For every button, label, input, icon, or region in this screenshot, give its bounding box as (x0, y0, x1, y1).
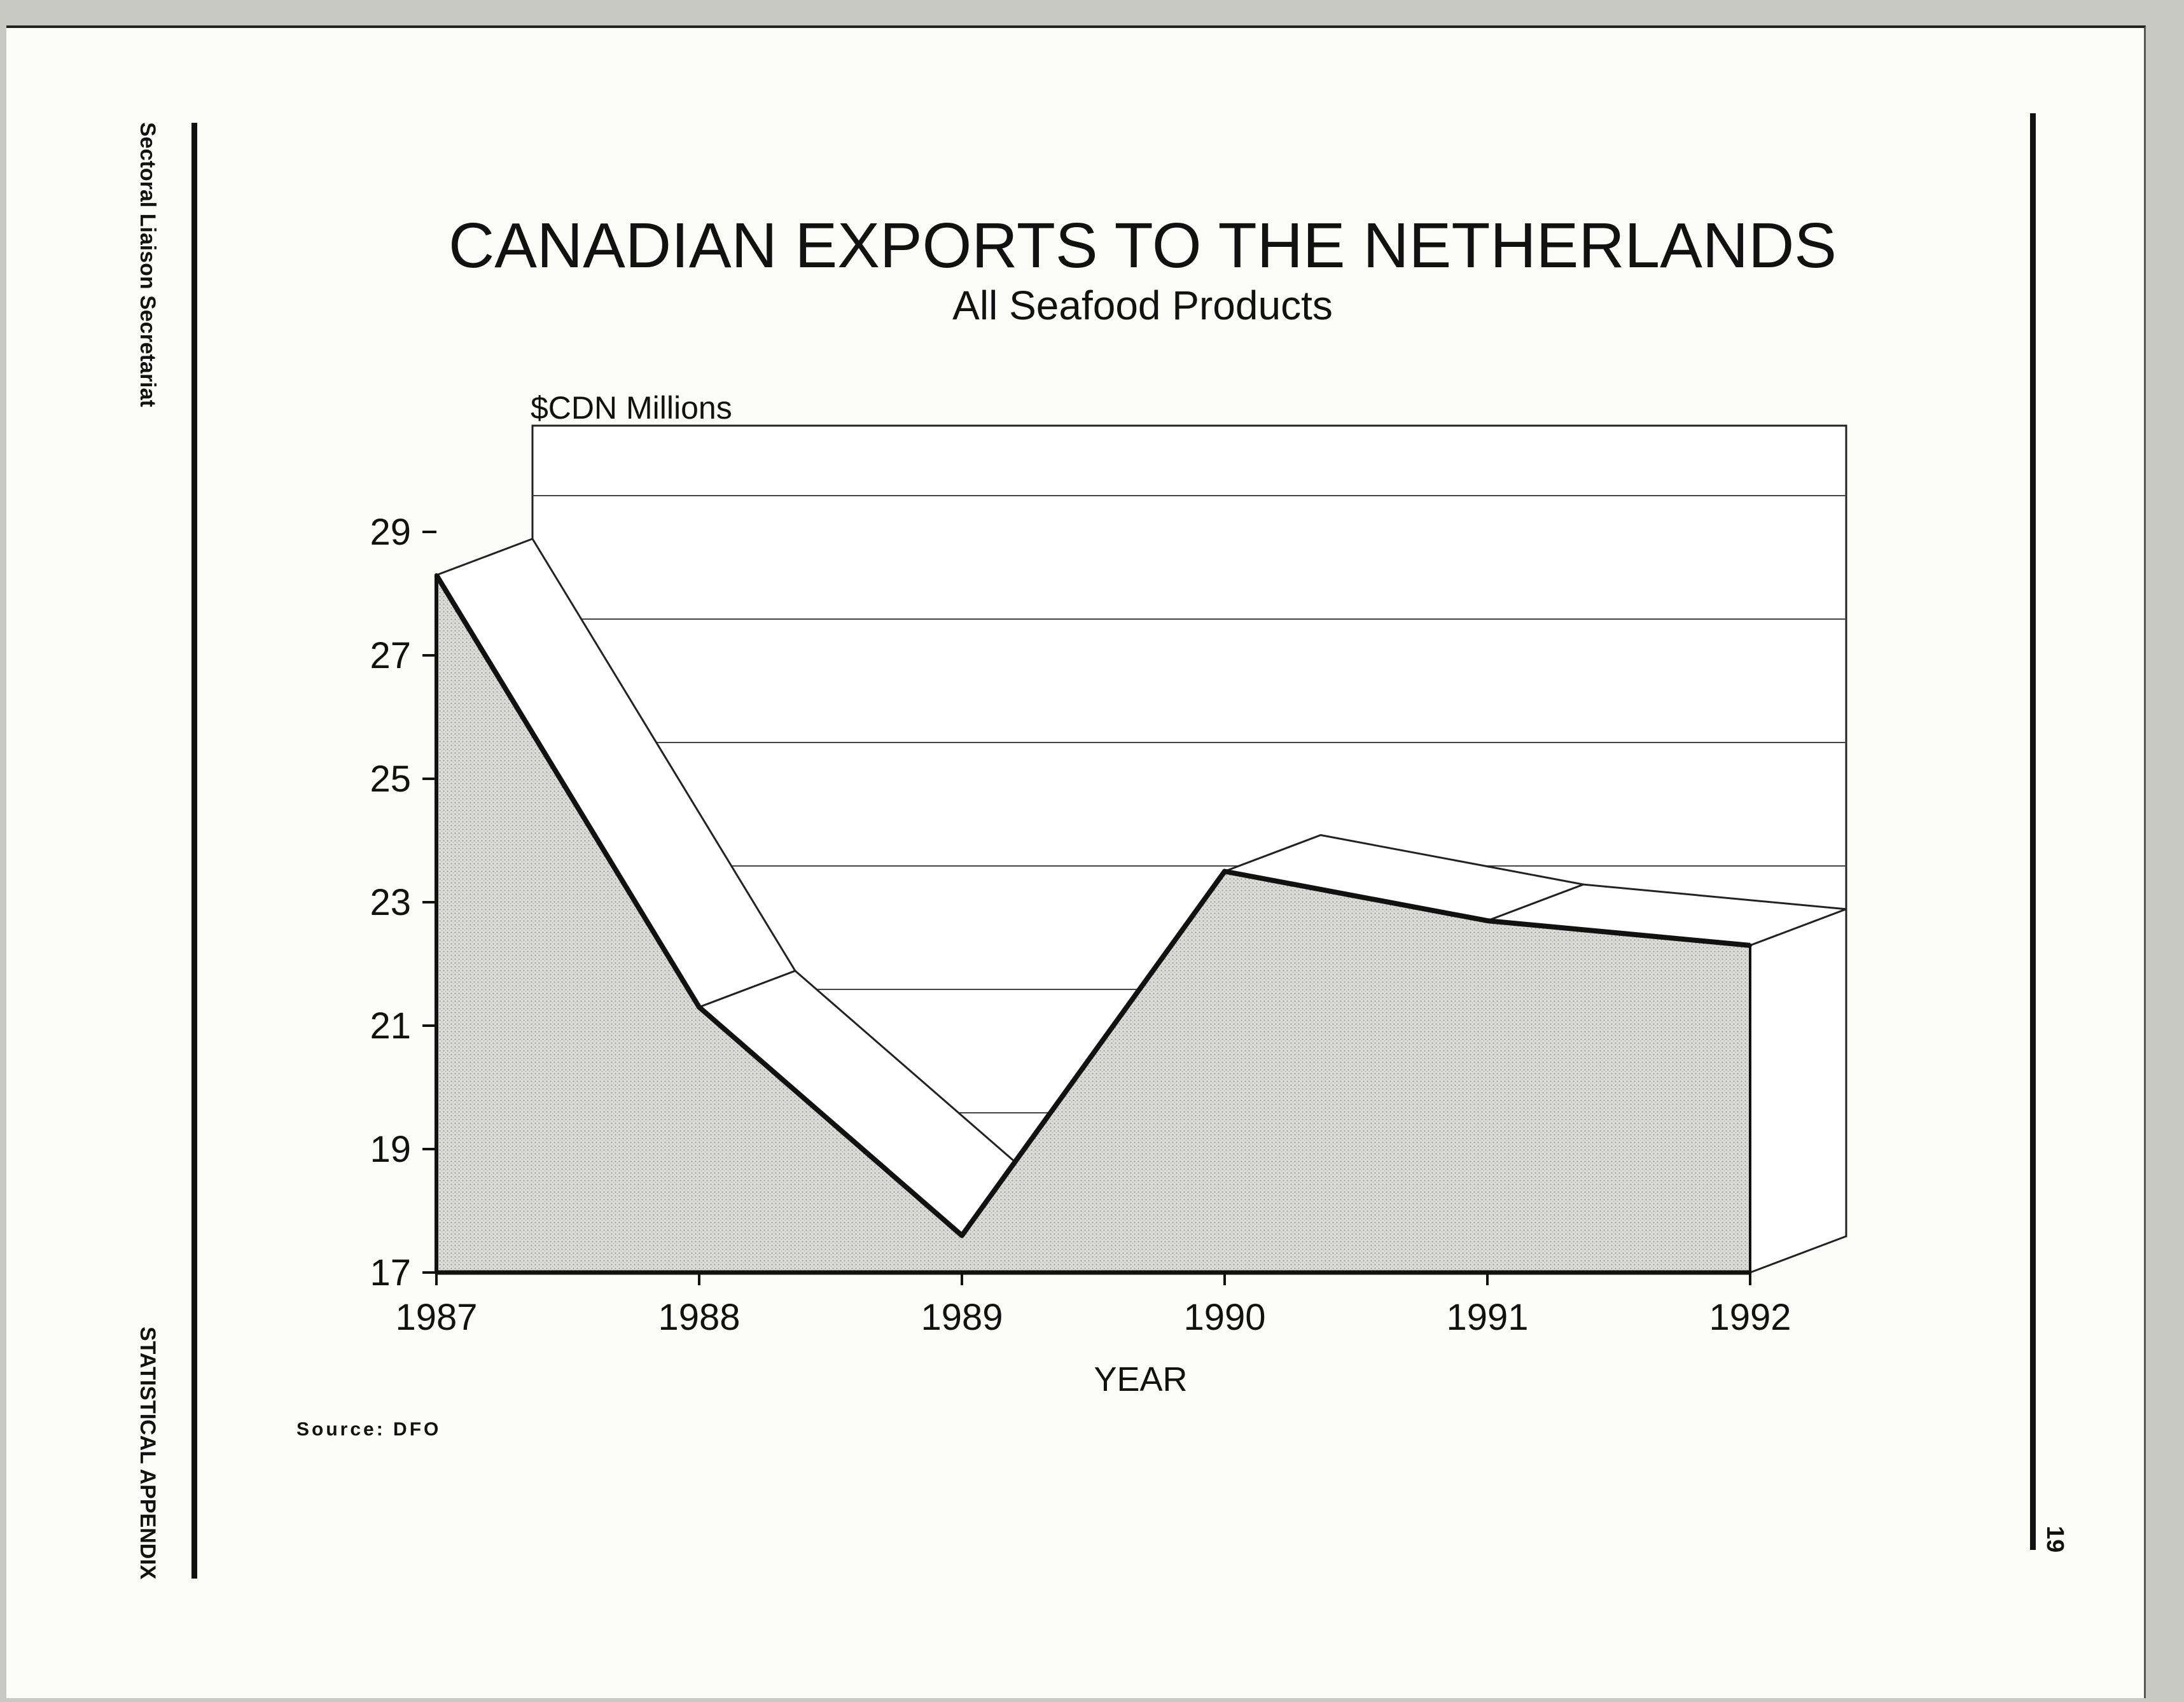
x-tick-label-1989: 1989 (921, 1297, 1003, 1338)
y-axis-label: $CDN Millions (531, 390, 732, 426)
y-tick-label-29: 29 (370, 512, 411, 553)
y-tick-label-19: 19 (370, 1129, 411, 1170)
chart-subtitle: All Seafood Products (952, 283, 1333, 328)
chart-title: CANADIAN EXPORTS TO THE NETHERLANDS (449, 210, 1837, 281)
data-point-1989 (960, 1234, 964, 1238)
x-tick-label-1991: 1991 (1446, 1297, 1529, 1338)
data-point-1991 (1485, 919, 1489, 923)
right-end-face (1750, 909, 1846, 1273)
source-note: Source: DFO (296, 1419, 442, 1440)
y-tick-label-25: 25 (370, 758, 411, 800)
plot-area (370, 426, 1846, 1338)
y-tick-label-23: 23 (370, 882, 411, 923)
page-number: 19 (2041, 1526, 2068, 1553)
x-axis-label: YEAR (1094, 1360, 1188, 1399)
x-tick-label-1988: 1988 (658, 1297, 741, 1338)
left-footer-text: STATISTICAL APPENDIX (136, 1327, 160, 1580)
left-header-text: Sectoral Liaison Secretariat (136, 122, 160, 407)
x-tick-label-1987: 1987 (395, 1297, 478, 1338)
y-tick-label-27: 27 (370, 635, 411, 676)
x-tick-label-1992: 1992 (1709, 1297, 1791, 1338)
y-tick-label-17: 17 (370, 1252, 411, 1294)
data-point-1990 (1223, 870, 1227, 874)
data-point-1988 (697, 1005, 701, 1009)
x-tick-label-1990: 1990 (1183, 1297, 1266, 1338)
y-tick-label-21: 21 (370, 1005, 411, 1047)
